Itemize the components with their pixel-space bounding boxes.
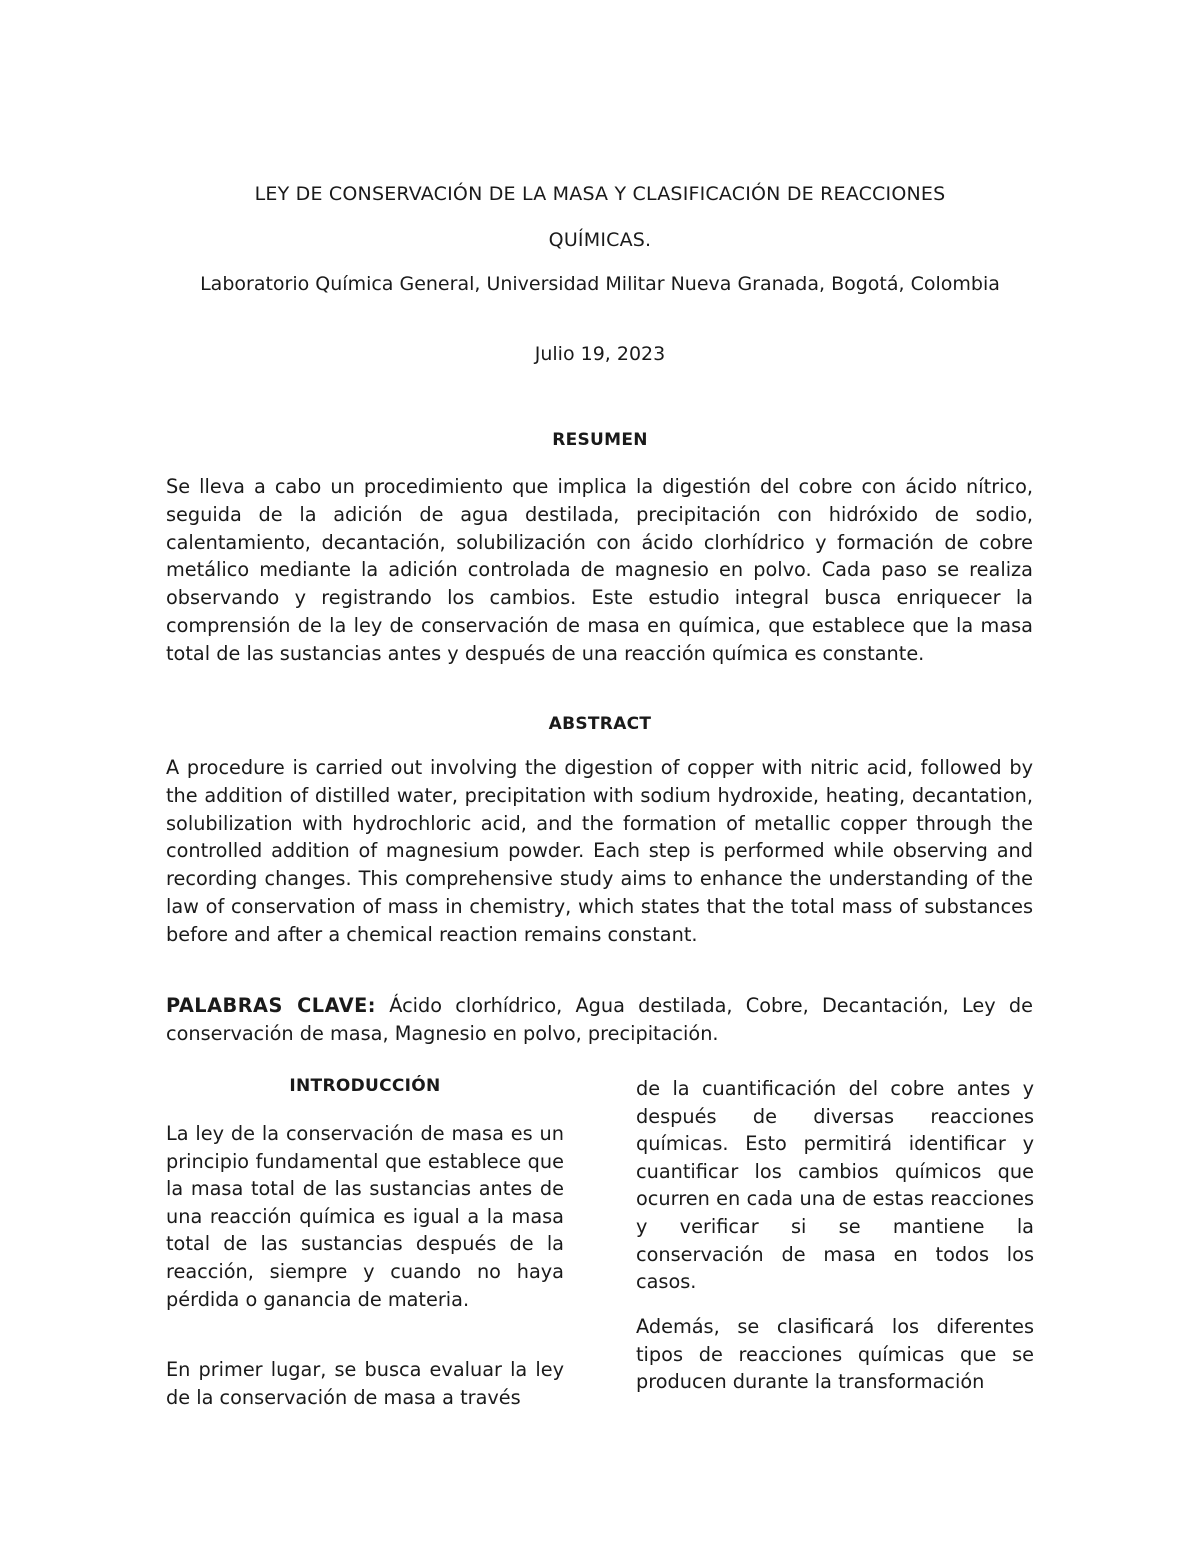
intro-right-paragraph-2: Además, se clasificará los diferentes tipos de reacciones químicas que se producen durante la transformación [636,1315,1034,1394]
keywords-text: Ácido clorhídrico, Agua destilada, Cobre, Decantación, Ley de conservación de masa, Magnesio en polvo, precipitación. [166,994,1033,1045]
date: Julio 19, 2023 [534,343,666,365]
introduccion-heading: INTRODUCCIÓN [289,1076,441,1096]
intro-right-paragraph-1: de la cuantificación del cobre antes y después de diversas reacciones químicas. Esto permitirá identificar y cuantificar los cambios químicos que ocurren en cada una de estas reacciones y verificar si se mantiene la conservación de masa en todos los casos. [636,1077,1034,1294]
keywords [166,992,1033,1048]
abstract-text: A procedure is carried out involving the digestion of copper with nitric acid, followed by the addition of distilled water, precipitation with sodium hydroxide, heating, decantation, solubilization with hydrochloric acid, and the formation of metallic copper through the controlled addition of magnesium powder. Each step is performed while observing and recording changes. This comprehensive study aims to enhance the understanding of the law of conservation of mass in chemistry, which states that the total mass of substances before and after a chemical reaction remains constant. [166,756,1033,946]
title-line-1: LEY DE CONSERVACIÓN DE LA MASA Y CLASIFICACIÓN DE REACCIONES [254,183,946,205]
abstract-heading: ABSTRACT [548,714,652,734]
affiliation: Laboratorio Química General, Universidad Militar Nueva Granada, Bogotá, Colombia [200,273,1000,295]
intro-left-paragraph-2: En primer lugar, se busca evaluar la ley de la conservación de masa a través [166,1358,564,1409]
keywords-label: PALABRAS CLAVE: [166,994,376,1017]
resumen-heading: RESUMEN [552,430,648,450]
resumen-text: Se lleva a cabo un procedimiento que implica la digestión del cobre con ácido nítrico, seguida de la adición de agua destilada, precipitación con hidróxido de sodio, calentamiento, decantación, solubilización con ácido clorhídrico y formación de cobre metálico mediante la adición controlada de magnesio en polvo. Cada paso se realiza observando y registrando los cambios. Este estudio integral busca enriquecer la comprensión de la ley de conservación de masa en química, que establece que la masa total de las sustancias antes y después de una reacción química es constante. [166,475,1033,665]
intro-left-paragraph-1: La ley de la conservación de masa es un principio fundamental que establece que la masa total de las sustancias antes de una reacción química es igual a la masa total de las sustancias después de la reacción, siempre y cuando no haya pérdida o ganancia de materia. [166,1122,564,1311]
title-line-2: QUÍMICAS. [548,229,652,251]
